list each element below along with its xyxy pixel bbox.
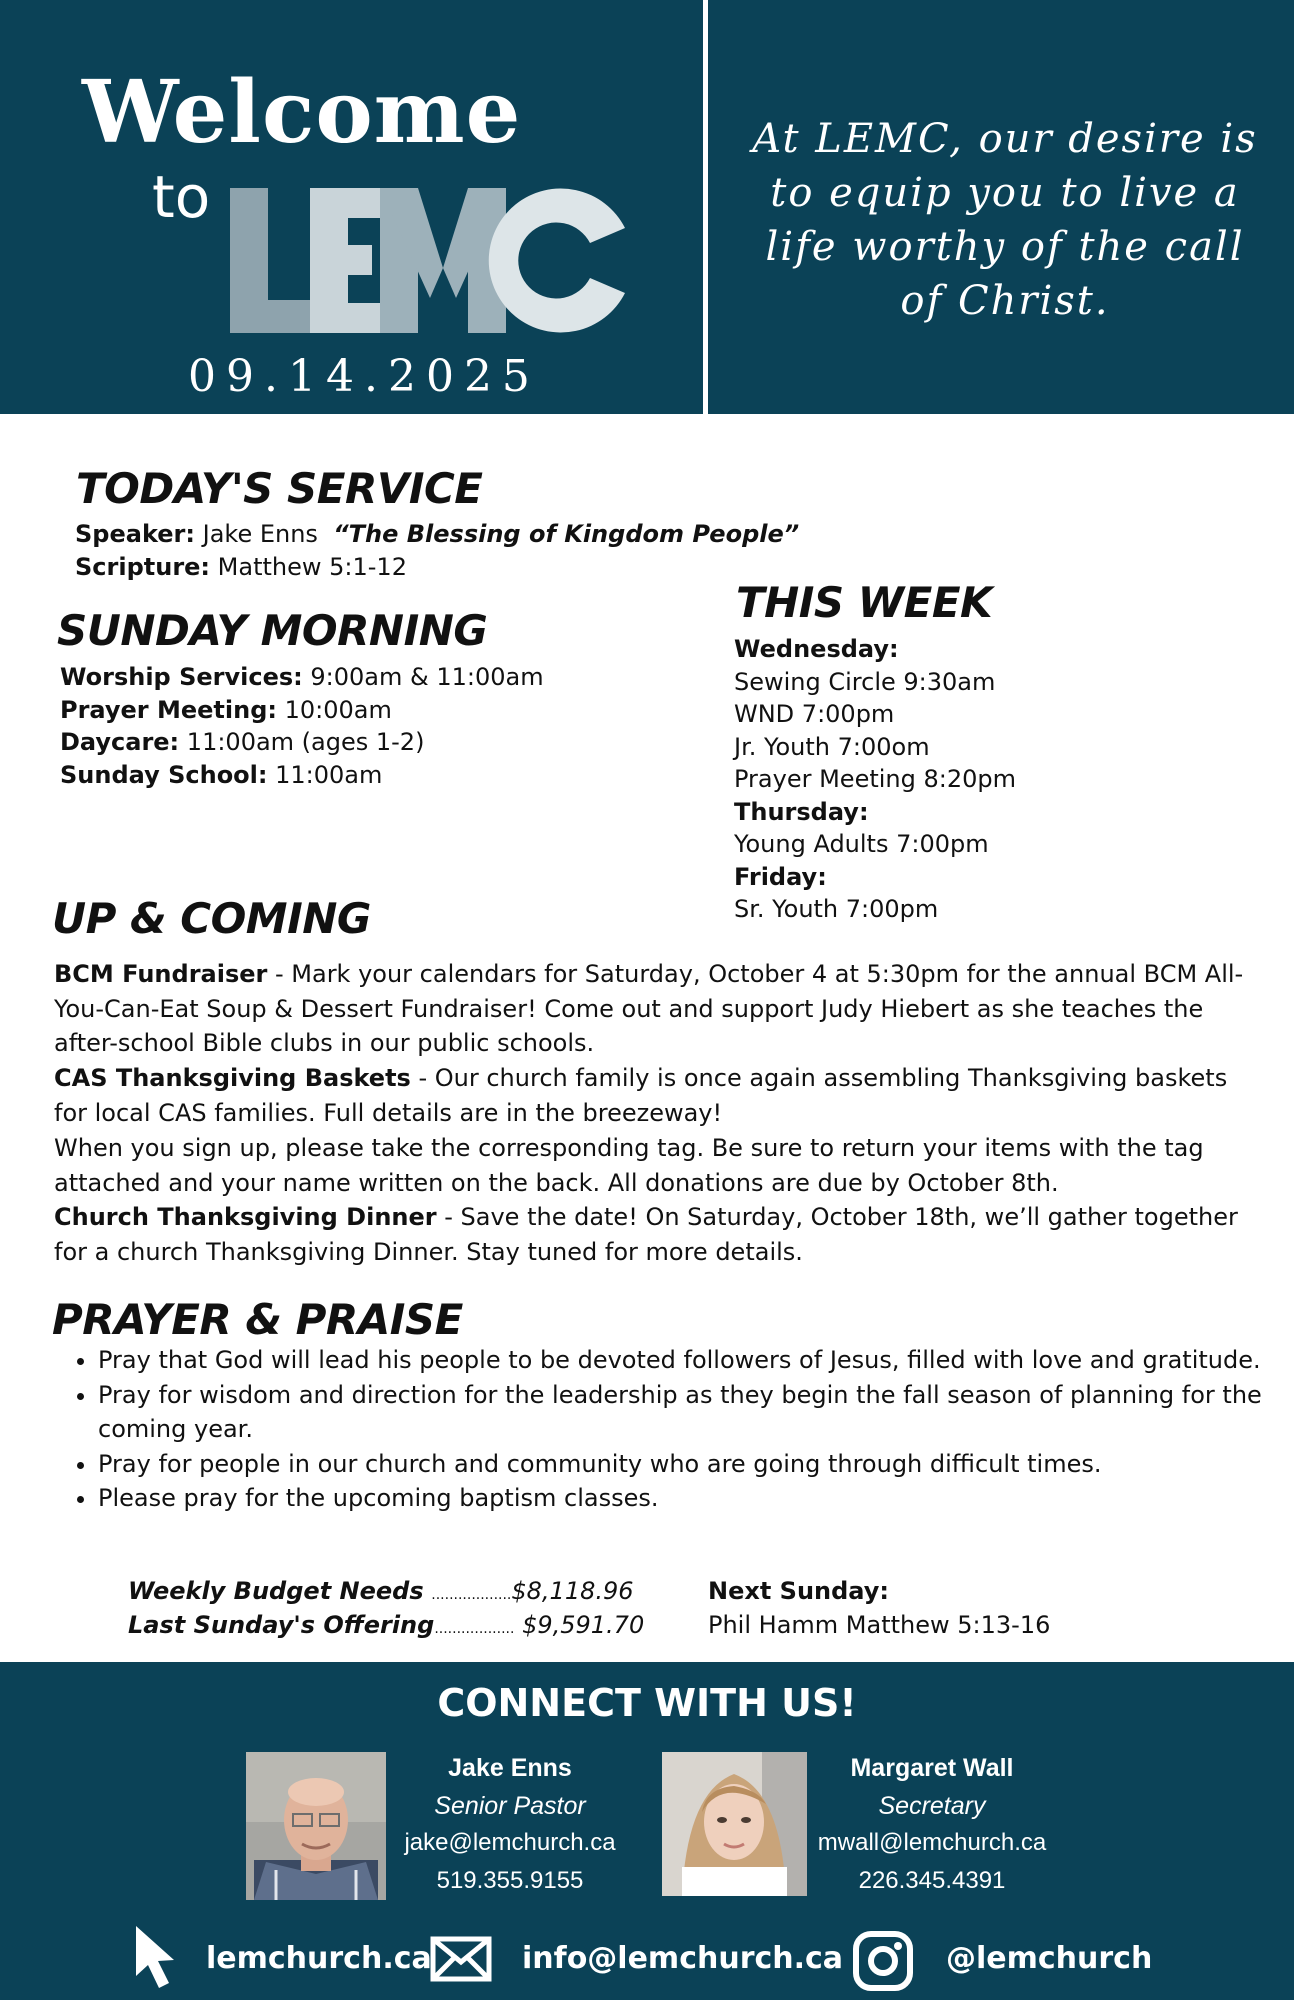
budget-value: $8,118.96	[511, 1577, 634, 1605]
contact-role: Senior Pastor	[434, 1792, 586, 1820]
lemc-logo	[230, 188, 630, 333]
next-sunday-label	[708, 1575, 889, 1607]
week-line	[734, 861, 827, 893]
sunday-item-value: 11:00am	[275, 761, 383, 789]
week-line	[734, 633, 899, 665]
sunday-item	[60, 759, 382, 791]
bulletin-date: 09.14.2025	[188, 351, 540, 402]
bcm-announcement	[54, 957, 1254, 1061]
bcm-text: - Mark your calendars for Saturday, October 4 at 5:30pm for the annual BCM All-You-Can-Eat Soup & Dessert Fundraiser! Come out and support Judy Hiebert as she teaches the after-school Bible clubs in our public schools.	[54, 960, 1244, 1057]
sunday-item	[60, 694, 392, 726]
prayer-list	[60, 1343, 1278, 1516]
sermon-title: “The Blessing of Kingdom People”	[333, 520, 800, 548]
speaker-line	[75, 518, 799, 550]
week-day: Friday:	[734, 863, 827, 891]
next-sunday-label-text: Next Sunday:	[708, 1577, 890, 1605]
pastor-photo	[246, 1752, 386, 1900]
sunday-item-label: Prayer Meeting:	[60, 696, 277, 724]
week-line: Sr. Youth 7:00pm	[734, 895, 939, 923]
week-line: WND 7:00pm	[734, 700, 895, 728]
budget-line	[128, 1575, 634, 1611]
offering-leader: ..................	[434, 1621, 515, 1637]
secretary-photo	[662, 1752, 807, 1896]
cursor-icon	[132, 1924, 180, 1992]
prayer-item: • Pray for people in our church and community who are going through difficult times.	[98, 1447, 1278, 1482]
up-coming-title: UP & COMING	[52, 894, 371, 943]
sunday-item	[60, 726, 424, 758]
welcome-to: to	[152, 163, 211, 231]
week-line: Jr. Youth 7:00om	[734, 733, 930, 761]
week-line	[734, 796, 869, 828]
instagram-icon	[852, 1930, 914, 1992]
sunday-item-label: Sunday School:	[60, 761, 268, 789]
contact-role: Secretary	[878, 1792, 986, 1820]
prayer-item: • Please pray for the upcoming baptism classes.	[98, 1481, 1278, 1516]
welcome-heading: Welcome	[82, 62, 522, 163]
instagram-link[interactable]: @lemchurch	[946, 1941, 1153, 1976]
scripture-text: Matthew 5:1-12	[217, 553, 407, 581]
sunday-item-value: 11:00am (ages 1-2)	[186, 728, 425, 756]
connect-title: CONNECT WITH US!	[437, 1681, 857, 1725]
sunday-item-value: 10:00am	[284, 696, 392, 724]
sunday-item-label: Daycare:	[60, 728, 180, 756]
scripture-line	[75, 551, 407, 583]
signup-note: When you sign up, please take the corresponding tag. Be sure to return your items with the tag attached and your name written on the back. All donations are due by October 8th.	[54, 1134, 1204, 1197]
todays-service-title: TODAY'S SERVICE	[76, 464, 483, 513]
budget-leader: ..................	[431, 1587, 512, 1603]
week-line: Young Adults 7:00pm	[734, 830, 989, 858]
week-line: Prayer Meeting 8:20pm	[734, 765, 1016, 793]
website-link[interactable]: lemchurch.ca	[206, 1941, 432, 1976]
sunday-item	[60, 661, 544, 693]
contact-email[interactable]: jake@lemchurch.ca	[404, 1829, 616, 1856]
speaker-label: Speaker:	[75, 520, 195, 548]
contact-name: Jake Enns	[448, 1754, 572, 1782]
prayer-praise-title: PRAYER & PRAISE	[52, 1295, 463, 1344]
header-divider	[703, 0, 708, 414]
cas-text: - Our church family is once again assembling Thanksgiving baskets for local CAS families. Full details are in the breezeway!	[54, 1064, 1228, 1127]
contact-email[interactable]: mwall@lemchurch.ca	[817, 1829, 1047, 1856]
dinner-text: - Save the date! On Saturday, October 18th, we’ll gather together for a church Thanksgiving Dinner. Stay tuned for more details.	[54, 1203, 1238, 1266]
sunday-item-value: 9:00am & 11:00am	[310, 663, 544, 691]
cas-announcement	[54, 1061, 1254, 1130]
budget-label: Weekly Budget Needs	[128, 1577, 424, 1605]
week-day: Thursday:	[734, 798, 869, 826]
mission-statement: At LEMC, our desire is to equip you to live a life worthy of the call of Christ.	[752, 116, 1258, 324]
contact-name: Margaret Wall	[850, 1754, 1014, 1782]
cas-label: CAS Thanksgiving Baskets	[54, 1064, 411, 1092]
prayer-item: • Pray that God will lead his people to be devoted followers of Jesus, filled with love and gratitude.	[98, 1343, 1278, 1378]
this-week-title: THIS WEEK	[736, 578, 993, 627]
offering-line	[128, 1609, 644, 1645]
contact-phone[interactable]: 519.355.9155	[436, 1867, 584, 1894]
sunday-morning-title: SUNDAY MORNING	[57, 606, 488, 655]
sunday-item-label: Worship Services:	[60, 663, 303, 691]
prayer-item: • Pray for wisdom and direction for the leadership as they begin the fall season of planning for the coming year.	[98, 1378, 1278, 1447]
scripture-label: Scripture:	[75, 553, 211, 581]
bcm-label: BCM Fundraiser	[54, 960, 268, 988]
next-sunday-text: Phil Hamm Matthew 5:13-16	[708, 1611, 1051, 1639]
week-day: Wednesday:	[734, 635, 899, 663]
offering-value: $9,591.70	[522, 1611, 645, 1639]
speaker-name: Jake Enns	[202, 520, 318, 548]
dinner-label: Church Thanksgiving Dinner	[54, 1203, 437, 1231]
dinner-announcement	[54, 1200, 1254, 1269]
week-line: Sewing Circle 9:30am	[734, 668, 996, 696]
contact-phone[interactable]: 226.345.4391	[858, 1867, 1006, 1894]
envelope-icon	[430, 1936, 492, 1982]
offering-label: Last Sunday's Offering	[128, 1611, 435, 1639]
email-link[interactable]: info@lemchurch.ca	[522, 1941, 844, 1976]
